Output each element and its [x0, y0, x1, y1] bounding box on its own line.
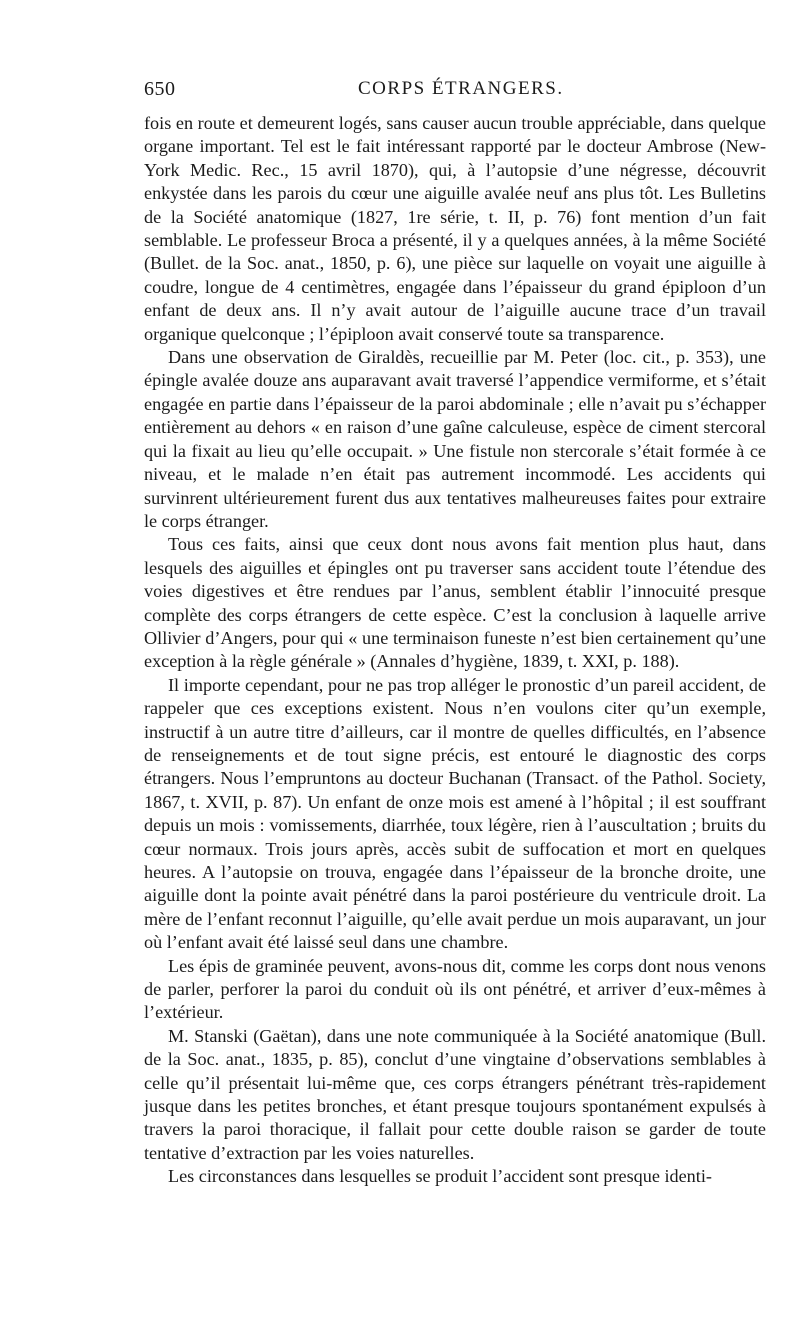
paragraph-graminee: Les épis de graminée peuvent, avons-nous dit, comme les corps dont nous venons de parler, perforer la paroi du conduit où ils ont pénétré, et arriver d’eux-mêmes à l’extérieur.	[144, 955, 766, 1023]
paragraph-innocuite: Tous ces faits, ainsi que ceux dont nous avons fait mention plus haut, dans lesquels des aiguilles et épingles ont pu traverser sans accident toute l’étendue des voies digestives et être rendues par l’anus, semblent établir l’innocuité presque complète des corps étrangers de cette espèce. C’est la conclusion à laquelle arrive Ollivier d’Angers, pour qui « une terminaison funeste n’est bien certainement qu’une exception à la règle générale » (Annales d’hygiène, 1839, t. XXI, p. 188).	[144, 534, 766, 672]
paragraph-continuation: fois en route et demeurent logés, sans causer aucun trouble appréciable, dans quelque organe important. Tel est le fait intéressant rapporté par le docteur Ambrose (New-York Medic. Rec., 15 avril 1870), qui, à l’autopsie d’une négresse, découvrit enkystée dans les parois du cœur une aiguille avalée neuf ans plus tôt. Les Bulletins de la Société anatomique (1827, 1re série, t. II, p. 76) font mention d’un fait semblable. Le professeur Broca a présenté, il y a quelques années, à la même Société (Bullet. de la Soc. anat., 1850, p. 6), une pièce sur laquelle on voyait une aiguille à coudre, longue de 4 centimètres, engagée dans l’épaisseur du grand épiploon d’un enfant de deux ans. Il n’y avait autour de l’aiguille aucune trace d’un travail organique quelconque ; l’épiploon avait conservé toute sa transparence.	[144, 113, 766, 344]
page-number: 650	[144, 78, 176, 100]
body-text	[144, 112, 766, 1189]
paragraph-stanski: M. Stanski (Gaëtan), dans une note communiquée à la Société anatomique (Bull. de la Soc. anat., 1835, p. 85), conclut d’une vingtaine d’observations semblables à celle qu’il présentait lui-même que, ces corps étrangers pénétrant très-rapidement jusque dans les petites bronches, et étant presque toujours spontanément expulsés à travers la paroi thoracique, il fallait pour cette double raison se garder de toute tentative d’extraction par les voies naturelles.	[144, 1025, 766, 1163]
page-header	[144, 78, 766, 104]
paragraph-circonstances: Les circonstances dans lesquelles se produit l’accident sont presque identi-	[168, 1166, 712, 1187]
running-title: CORPS ÉTRANGERS.	[358, 78, 564, 99]
paragraph-buchanan: Il importe cependant, pour ne pas trop alléger le pronostic d’un pareil accident, de rappeler que ces exceptions existent. Nous n’en voulons citer qu’un exemple, instructif à un autre titre d’ailleurs, car il montre de quelles difficultés, en l’absence de renseignements et de tout signe précis, est entouré le diagnostic des corps étrangers. Nous l’empruntons au docteur Buchanan (Transact. of the Pathol. Society, 1867, t. XVII, p. 87). Un enfant de onze mois est amené à l’hôpital ; il est souffrant depuis un mois : vomissements, diarrhée, toux légère, rien à l’auscultation ; bruits du cœur normaux. Trois jours après, accès subit de suffocation et mort en quelques heures. A l’autopsie on trouva, engagée dans l’épaisseur de la bronche droite, une aiguille dont la pointe avait pénétré dans la paroi postérieure du ventricule droit. La mère de l’enfant reconnut l’aiguille, qu’elle avait perdue un mois auparavant, un jour où l’enfant avait été laissé seul dans une chambre.	[144, 674, 766, 953]
paragraph-giraldes: Dans une observation de Giraldès, recueillie par M. Peter (loc. cit., p. 353), une épingle avalée douze ans auparavant avait traversé l’appendice vermiforme, et s’était engagée en partie dans l’épaisseur de la paroi abdominale ; elle n’avait pu s’échapper entièrement au dehors « en raison d’une gaîne calculeuse, espèce de ciment stercoral qui la fixait au lieu qu’elle occupait. » Une fistule non stercorale s’était formée à ce niveau, et le malade n’en était pas autrement incommodé. Les accidents qui survinrent ultérieurement furent dus aux tentatives malheureuses faites pour extraire le corps étranger.	[144, 347, 766, 531]
